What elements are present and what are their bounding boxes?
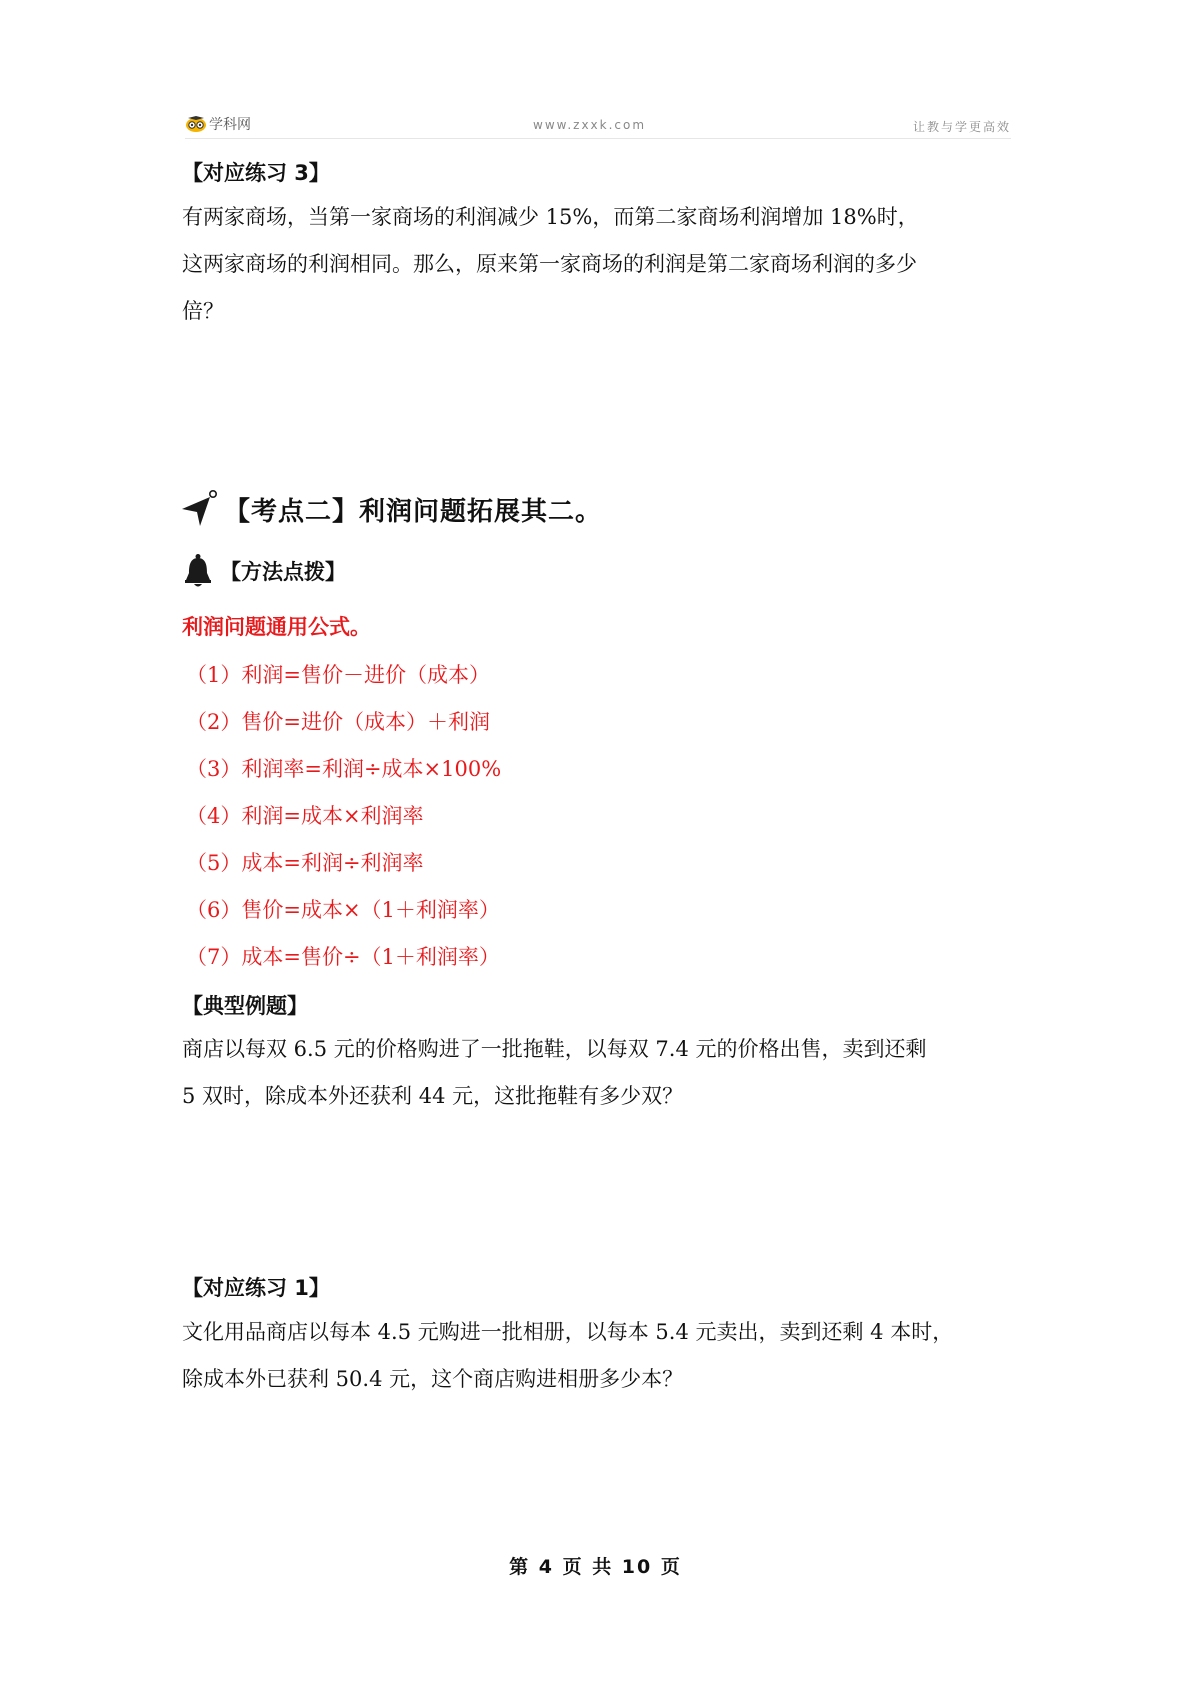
section-heading	[180, 489, 602, 529]
formula-item: （7）成本=售价÷（1＋利润率）	[186, 945, 500, 969]
practice3-label: 【对应练习 3】	[182, 161, 330, 185]
site-url: www.zxxk.com	[533, 118, 647, 132]
text-line: 有两家商场，当第一家商场的利润减少 15%，而第二家商场利润增加 18%时，	[182, 205, 919, 229]
practice1-text	[182, 1309, 1022, 1403]
navigation-arrow-icon	[180, 489, 218, 529]
bell-icon	[184, 553, 212, 589]
site-slogan: 让教与学更高效	[912, 120, 1011, 134]
text-line: 倍？	[182, 299, 224, 323]
formula-item: （2）售价=进价（成本）＋利润	[186, 710, 490, 734]
formula-item: （4）利润=成本×利润率	[186, 804, 424, 828]
page-number: 第 4 页 共 10 页	[509, 1556, 682, 1578]
formula-heading: 利润问题通用公式。	[182, 615, 371, 639]
text-line: 文化用品商店以每本 4.5 元购进一批相册，以每本 5.4 元卖出，卖到还剩 4 本时，	[182, 1320, 954, 1344]
practice1-label: 【对应练习 1】	[182, 1276, 330, 1300]
method-title: 【方法点拨】	[220, 560, 346, 584]
example-label: 【典型例题】	[182, 994, 308, 1018]
practice3-text	[182, 194, 1022, 335]
site-logo	[185, 114, 251, 134]
logo-text: 学科网	[209, 117, 251, 133]
formula-list	[186, 652, 501, 981]
text-line: 这两家商场的利润相同。那么，原来第一家商场的利润是第二家商场利润的多少	[182, 252, 917, 276]
text-line: 除成本外已获利 50.4 元，这个商店购进相册多少本？	[182, 1367, 684, 1391]
method-heading	[184, 553, 346, 589]
section-title: 【考点二】利润问题拓展其二。	[224, 496, 603, 527]
formula-item: （5）成本=利润÷利润率	[186, 851, 424, 875]
owl-logo-icon	[185, 115, 207, 133]
formula-item: （3）利润率=利润÷成本×100%	[186, 757, 502, 781]
text-line: 5 双时，除成本外还获利 44 元，这批拖鞋有多少双？	[182, 1084, 684, 1108]
text-line: 商店以每双 6.5 元的价格购进了一批拖鞋，以每双 7.4 元的价格出售，卖到还剩	[182, 1037, 927, 1061]
page-header	[185, 112, 1011, 139]
example-text	[182, 1026, 1022, 1120]
formula-item: （6）售价=成本×（1＋利润率）	[186, 898, 500, 922]
formula-item: （1）利润=售价－进价（成本）	[186, 663, 490, 687]
